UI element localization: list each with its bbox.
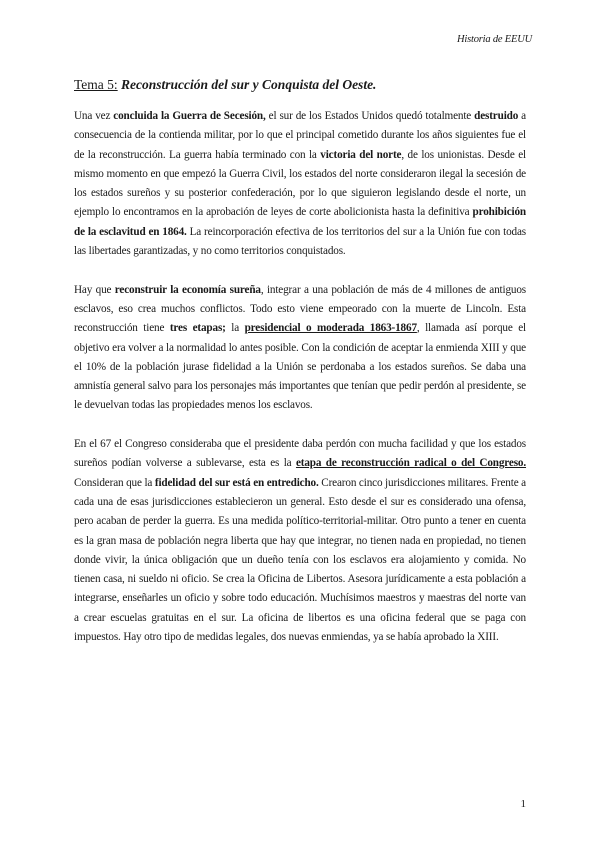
page-title [74,77,534,93]
document-body [74,107,526,647]
text-run-bold: fidelidad del sur está en entredicho. [154,476,319,489]
text-run: el sur de los Estados Unidos quedó totalmente [265,110,475,122]
text-run-bold: prohibición de la esclavitud en 1864. [74,206,526,238]
text-run: a consecuencia de la contienda militar, por lo que el principal cometido durante los años siguientes fue el de la reconstrucción. La guerra había terminado con la [74,110,527,161]
text-run-bold: tres etapas; [169,322,226,335]
text-run: Una vez [74,110,114,122]
text-run: La reincorporación efectiva de los territorios del sur a la Unión fue con todas las libertades garantizadas, y no como territorios conquistados. [74,225,526,258]
text-run-bold: concluida la Guerra de Secesión, [113,110,266,122]
text-run-bold: reconstruir la economía sureña [114,283,261,296]
paragraph-1 [74,107,526,261]
text-run-bold: victoria del norte [320,148,402,161]
text-run: Crearon cinco jurisdicciones militares. Frente a cada una de esas jurisdicciones establecieron un general. Esto desde el sur es considerado una ofensa, pero acaban de perder la guerra. Es una medida político-territorial-militar. Otro punto a tener en cuenta es la gran masa de población negra liberta que hay que integrar, no tienen nada en propiedad, no tienen donde vivir, la única obligación que un dueño tenía con los esclavos era alojamiento y comida. No tienen casa, ni sueldo ni oficio. Se crea la Oficina de Libertos. Asesora jurídicamente a esta población a integrarse, enseñarles un oficio y sobre todo educación. Muchísimos maestros y maestras del norte van a crear escuelas gratuitas en el sur. La oficina de libertos es una oficina federal que se paga con impuestos. Hay otro tipo de medidas legales, dos nuevas enmiendas, ya se había aprobado la XIII. [74,476,526,644]
text-run: Consideran que la [74,476,155,489]
text-run: , integrar a una población de más de 4 millones de antiguos esclavos, eso crea muchos conflictos. Todo esto viene empeorado con la muerte de Lincoln. Esta reconstrucción tiene [74,283,526,335]
text-run: , llamada así porque el objetivo era volver a la normalidad lo antes posible. Con la condición de aceptar la enmienda XIII y que el 10% de la población jurase fidelidad a la Unión se perdonaba a los estados sureños. Se daba una amnistía general salvo para los personajes más importantes que tenían que pedir perdón al presidente, se le devuelvan todas las propiedades menos los esclavos. [74,322,526,412]
text-run: Hay que [74,283,115,296]
text-run: la [225,322,245,335]
running-header: Historia de EEUU [457,34,532,45]
text-run: En el 67 el Congreso consideraba que el presidente daba perdón con mucha facilidad y que los estados sureños podían volverse a sublevarse, esta es la [74,438,526,470]
title-subtitle: Reconstrucción del sur y Conquista del Oeste. [121,77,377,92]
text-run-bold-underlined: presidencial o moderada 1863-1867 [244,322,417,335]
text-run: , de los unionistas. Desde el mismo momento en que empezó la Guerra Civil, los estados del norte consideraron ilegal la secesión de los estados sureños y su posterior confederación, por lo que siguieron legislando desde el norte, un ejemplo lo encontramos en la aprobación de leyes de corte abolicionista hasta la definitiva [74,148,526,219]
paragraph-2 [74,281,526,416]
paragraph-3 [74,435,526,647]
text-run-bold-underlined: etapa de reconstrucción radical o del Congreso. [295,457,527,470]
text-run-bold: destruido [474,110,519,122]
page-number: 1 [520,798,526,810]
title-label: Tema 5: [74,77,118,92]
